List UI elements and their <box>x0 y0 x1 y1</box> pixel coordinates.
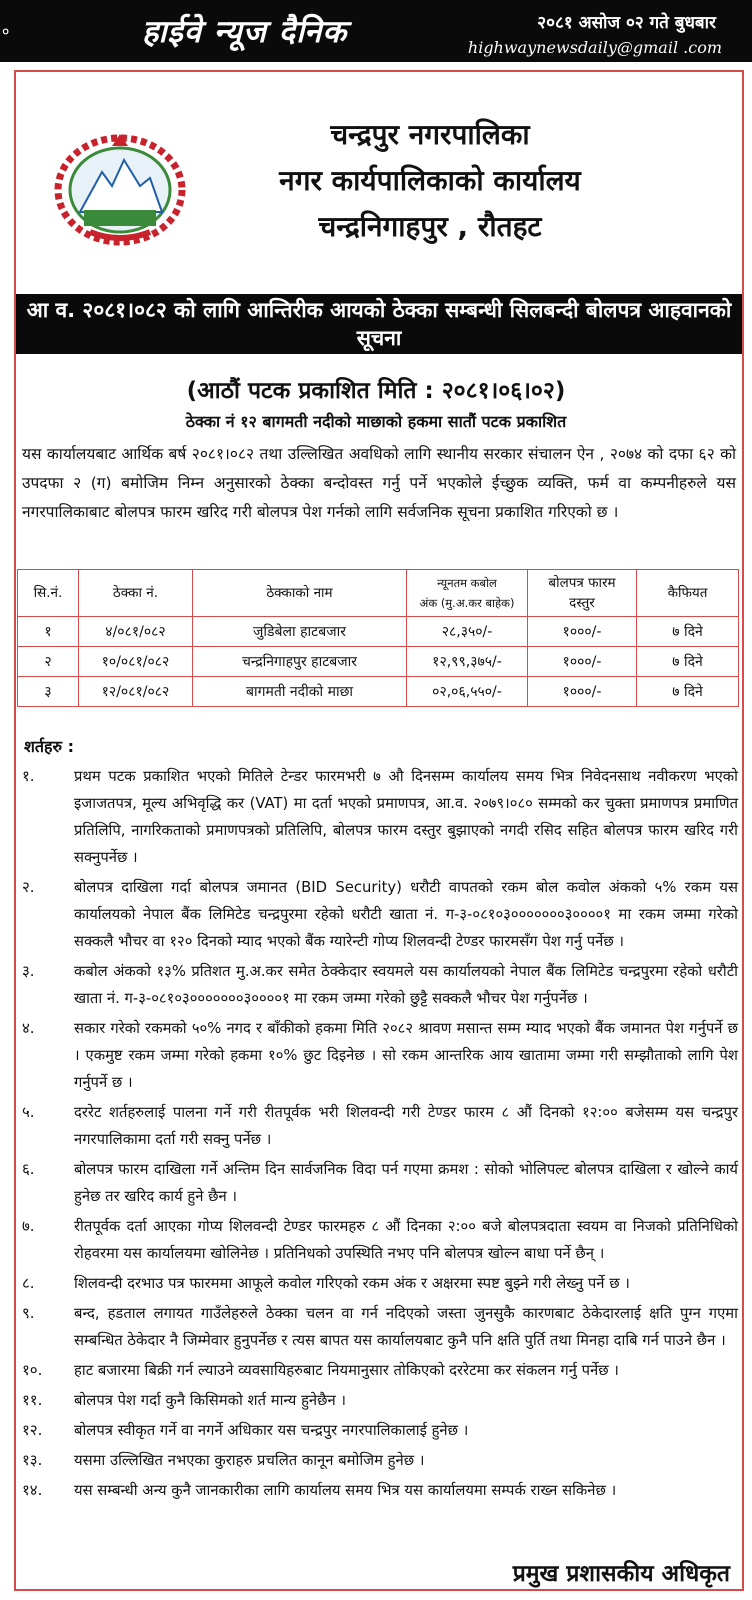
condition-number: १४. <box>22 1481 43 1499</box>
condition-text: बोलपत्र फारम दाखिला गर्ने अन्तिम दिन सार्वजनिक विदा पर्न गएमा क्रमश : सोको भोलिपल्ट बोलपत्र दाखिला र खोल्ने कार्य हुनेछ तर खरिद कार्य हुने छैन । <box>74 1161 738 1205</box>
publication-subtitle: ठेक्का नं १२ बागमती नदीको माछाको हकमा सातौं पटक प्रकाशित <box>185 412 567 431</box>
condition-text: दररेट शर्तहरुलाई पालना गर्ने गरी रीतपूर्वक भरी शिलवन्दी गरी टेण्डर फारम ८ औं दिनको १२:०० बजेसम्म यस चन्द्रपुर नगरपालिकामा दर्ता गरी सक्नु पर्नेछ । <box>74 1104 738 1148</box>
office-header <box>240 112 620 250</box>
row-serial: २ <box>18 647 79 677</box>
condition-number: ८. <box>22 1274 35 1292</box>
condition-number: १३. <box>22 1451 43 1469</box>
row-min-bid: १२,९९,३७५/- <box>407 647 528 677</box>
condition-number: १०. <box>22 1361 43 1379</box>
form-fee-label-2: दस्तुर <box>569 595 595 611</box>
list-item <box>22 763 738 871</box>
row-min-bid: ०२,०६,५५०/- <box>407 677 528 707</box>
list-item <box>22 958 738 1012</box>
condition-text: शिलवन्दी दरभाउ पत्र फारममा आफूले कवोल गरिएको रकम अंक र अक्षरमा स्पष्ट बुझ्ने गरी लेख्नु पर्ने छ । <box>74 1275 630 1292</box>
condition-number: ११. <box>22 1391 43 1409</box>
table-row <box>18 617 739 647</box>
list-item <box>22 1270 738 1297</box>
condition-text: यसमा उल्लिखित नभएका कुराहरु प्रचलित कानून बमोजिम हुनेछ । <box>74 1452 425 1469</box>
condition-text: हाट बजारमा बिक्री गर्न ल्याउने व्यवसायिहरुबाट नियमानुसार तोकिएको दररेटमा कर संकलन गर्नु पर्नेछ । <box>74 1362 619 1379</box>
list-item <box>22 874 738 955</box>
condition-text: बोलपत्र स्वीकृत गर्ने वा नगर्ने अधिकार यस चन्द्रपुर नगरपालिकालाई हुनेछ । <box>74 1422 469 1439</box>
masthead <box>0 0 752 62</box>
row-remarks: ७ दिने <box>637 677 739 707</box>
condition-text: बोलपत्र दाखिला गर्दा बोलपत्र जमानत (BID Security) धरौटी वापतको रकम बोल कवोल अंकको ५% रकम यस कार्यालयको नेपाल बैंक लिमिटेड चन्द्रपुरमा रहेको धरौटी खाता नं. ग-३-०८१०३०००००००३००००१ मा रकम जम्मा गरेको सक्कलै भौचर वा १२० दिनको म्याद भएको बैंक ग्यारेन्टी गोप्य शिलवन्दी टेण्डर फारमसँग पेश गर्नु पर्नेछ । <box>74 879 738 950</box>
row-contract-no: १२/०८१/०८२ <box>79 677 193 707</box>
list-item <box>22 1417 738 1444</box>
row-contract-no: १०/०८१/०८२ <box>79 647 193 677</box>
condition-text: बन्द, हडताल लगायत गाउँलेहरुले ठेक्का चलन वा गर्न नदिएको जस्ता जुनसुकै कारणबाट ठेकेदारलाई क्षति पुग्न गएमा सम्बन्धित ठेकेदार नै जिम्मेवार हुनुपर्नेछ र त्यस बापत यस कार्यालयबाट कुनै पनि क्षति पुर्ति तथा मिनहा दाबि गर्न पाउने छैन । <box>74 1305 738 1349</box>
min-bid-label-1: न्यूनतम कबोल <box>437 576 497 590</box>
form-fee-label-1: बोलपत्र फारम <box>548 575 616 591</box>
table-header-row <box>18 570 739 617</box>
condition-number: २. <box>22 878 35 896</box>
condition-number: ४. <box>22 1019 35 1037</box>
row-contract-name: बागमती नदीको माछा <box>193 677 407 707</box>
condition-text: प्रथम पटक प्रकाशित भएको मितिले टेन्डर फारमभरी ७ औ दिनसम्म कार्यालय समय भित्र निवेदनसाथ नवीकरण भएको इजाजतपत्र, मूल्य अभिवृद्धि कर (VAT) मा दर्ता भएको प्रमाणपत्र, आ.व. २०७९।०८० सम्मको कर चुक्ता प्रमाणपत्र प्रमाणित प्रतिलिपि, नागरिकताको प्रमाणपत्रको प्रतिलिपि, बोलपत्र फारम दस्तुर बुझाएको नगदी रसिद सहित बोलपत्र फारम खरिद गरी सक्नुपर्नेछ । <box>74 768 738 866</box>
row-serial: ३ <box>18 677 79 707</box>
nepal-emblem-icon <box>50 124 190 246</box>
list-item <box>22 1387 738 1414</box>
page-number: ० <box>2 24 10 40</box>
condition-text: कबोल अंकको १३% प्रतिशत मु.अ.कर समेत ठेक्केदार स्वयमले यस कार्यालयको नेपाल बैंक लिमिटेड चन्द्रपुरमा रहेको धरौटी खाता नं. ग-३-०८१०३०००००००३००००१ मा रकम जम्मा गरेको छुट्टै सक्कलै भौचर पेश गर्नुपर्नेछ । <box>74 963 738 1007</box>
list-item <box>22 1357 738 1384</box>
office-name: नगर कार्यपालिकाको कार्यालय <box>279 164 581 197</box>
list-item <box>22 1156 738 1210</box>
condition-text: यस सम्बन्धी अन्य कुनै जानकारीका लागि कार्यालय समय भित्र यस कार्यालयमा सम्पर्क राख्न सकिनेछ । <box>74 1482 617 1499</box>
list-item <box>22 1300 738 1354</box>
condition-number: ७. <box>22 1217 35 1235</box>
col-contract-no: ठेक्का नं. <box>79 570 193 617</box>
condition-number: ९. <box>22 1304 35 1322</box>
row-contract-name: चन्द्रनिगाहपुर हाटबजार <box>193 647 407 677</box>
min-bid-label-2: अंक (मु.अ.कर बाहेक) <box>419 596 515 610</box>
list-item <box>22 1099 738 1153</box>
col-form-fee <box>528 570 637 617</box>
row-contract-name: जुडिबेला हाटबजार <box>193 617 407 647</box>
municipality-name: चन्द्रपुर नगरपालिका <box>330 118 530 151</box>
condition-text: रीतपूर्वक दर्ता आएका गोप्य शिलवन्दी टेण्डर फारमहरु ८ औं दिनका २:०० बजे बोलपत्रदाता स्वयम वा निजको प्रतिनिधिको रोहवरमा यस कार्यालयमा खोलिनेछ । प्रतिनिधको उपस्थिति नभए पनि बोलपत्र खोल्न बाधा पर्ने छैन् । <box>74 1218 738 1262</box>
col-serial: सि.नं. <box>18 570 79 617</box>
row-remarks: ७ दिने <box>637 617 739 647</box>
issue-date: २०८१ असोज ०२ गते बुधबार <box>537 13 716 33</box>
col-remarks: कैफियत <box>637 570 739 617</box>
table-row <box>18 647 739 677</box>
list-item <box>22 1477 738 1504</box>
conditions-list <box>22 763 738 1507</box>
conditions-heading: शर्तहरु : <box>24 737 75 756</box>
row-form-fee: १०००/- <box>528 647 637 677</box>
publication-date: (आठौं पटक प्रकाशित मिति : २०८१।०६।०२) <box>186 378 566 404</box>
condition-number: १२. <box>22 1421 43 1439</box>
contracts-table <box>17 569 739 707</box>
row-serial: १ <box>18 617 79 647</box>
notice-title: आ व. २०८१।०८२ को लागि आन्तिरीक आयको ठेक्का सम्बन्धी सिलबन्दी बोलपत्र आहवानको सूचना <box>16 294 742 354</box>
table-row <box>18 677 739 707</box>
condition-number: ३. <box>22 962 35 980</box>
list-item <box>22 1213 738 1267</box>
row-form-fee: १०००/- <box>528 617 637 647</box>
condition-number: ६. <box>22 1160 35 1178</box>
col-min-bid <box>407 570 528 617</box>
row-min-bid: २८,३५०/- <box>407 617 528 647</box>
office-address: चन्द्रनिगाहपुर , रौतहट <box>318 210 542 243</box>
list-item <box>22 1015 738 1096</box>
newspaper-email: highwaynewsdaily@gmail .com <box>467 38 722 57</box>
condition-text: सकार गरेको रकमको ५०% नगद र बाँकीको हकमा मिति २०८२ श्रावण मसान्त सम्म म्याद भएको बैंक जमानत पेश गर्नुपर्ने छ । एकमुष्ट रकम जम्मा गरेको हकमा १०% छुट दिइनेछ । सो रकम आन्तरिक आय खातामा जम्मा गरी सम्झौताको लागि पेश गर्नुपर्ने छ । <box>74 1020 738 1091</box>
row-form-fee: १०००/- <box>528 677 637 707</box>
row-contract-no: ४/०८१/०८२ <box>79 617 193 647</box>
condition-text: बोलपत्र पेश गर्दा कुनै किसिमको शर्त मान्य हुनेछैन । <box>74 1392 347 1409</box>
condition-number: १. <box>22 767 35 785</box>
intro-paragraph: यस कार्यालयबाट आर्थिक बर्ष २०८१।०८२ तथा उल्लिखित अवधिको लागि स्थानीय सरकार संचालन ऐन , २०७४ को दफा ६२ को उपदफा २ (ग) बमोजिम निम्न अनुसारको ठेक्का बन्दोवस्त गर्नु पर्ने भएकोले ईच्छुक व्यक्ति, फर्म वा कम्पनीहरुले यस नगरपालिकाबाट बोलपत्र फारम खरिद गरी बोलपत्र पेश गर्नको लागि सर्वजनिक सूचना प्रकाशित गरिएको छ । <box>22 445 736 521</box>
col-contract-name: ठेक्काको नाम <box>193 570 407 617</box>
list-item <box>22 1447 738 1474</box>
condition-number: ५. <box>22 1103 35 1121</box>
row-remarks: ७ दिने <box>637 647 739 677</box>
signatory-title: प्रमुख प्रशासकीय अधिकृत <box>512 1561 730 1587</box>
newspaper-name: हाईवे न्यूज दैनिक <box>142 14 348 50</box>
